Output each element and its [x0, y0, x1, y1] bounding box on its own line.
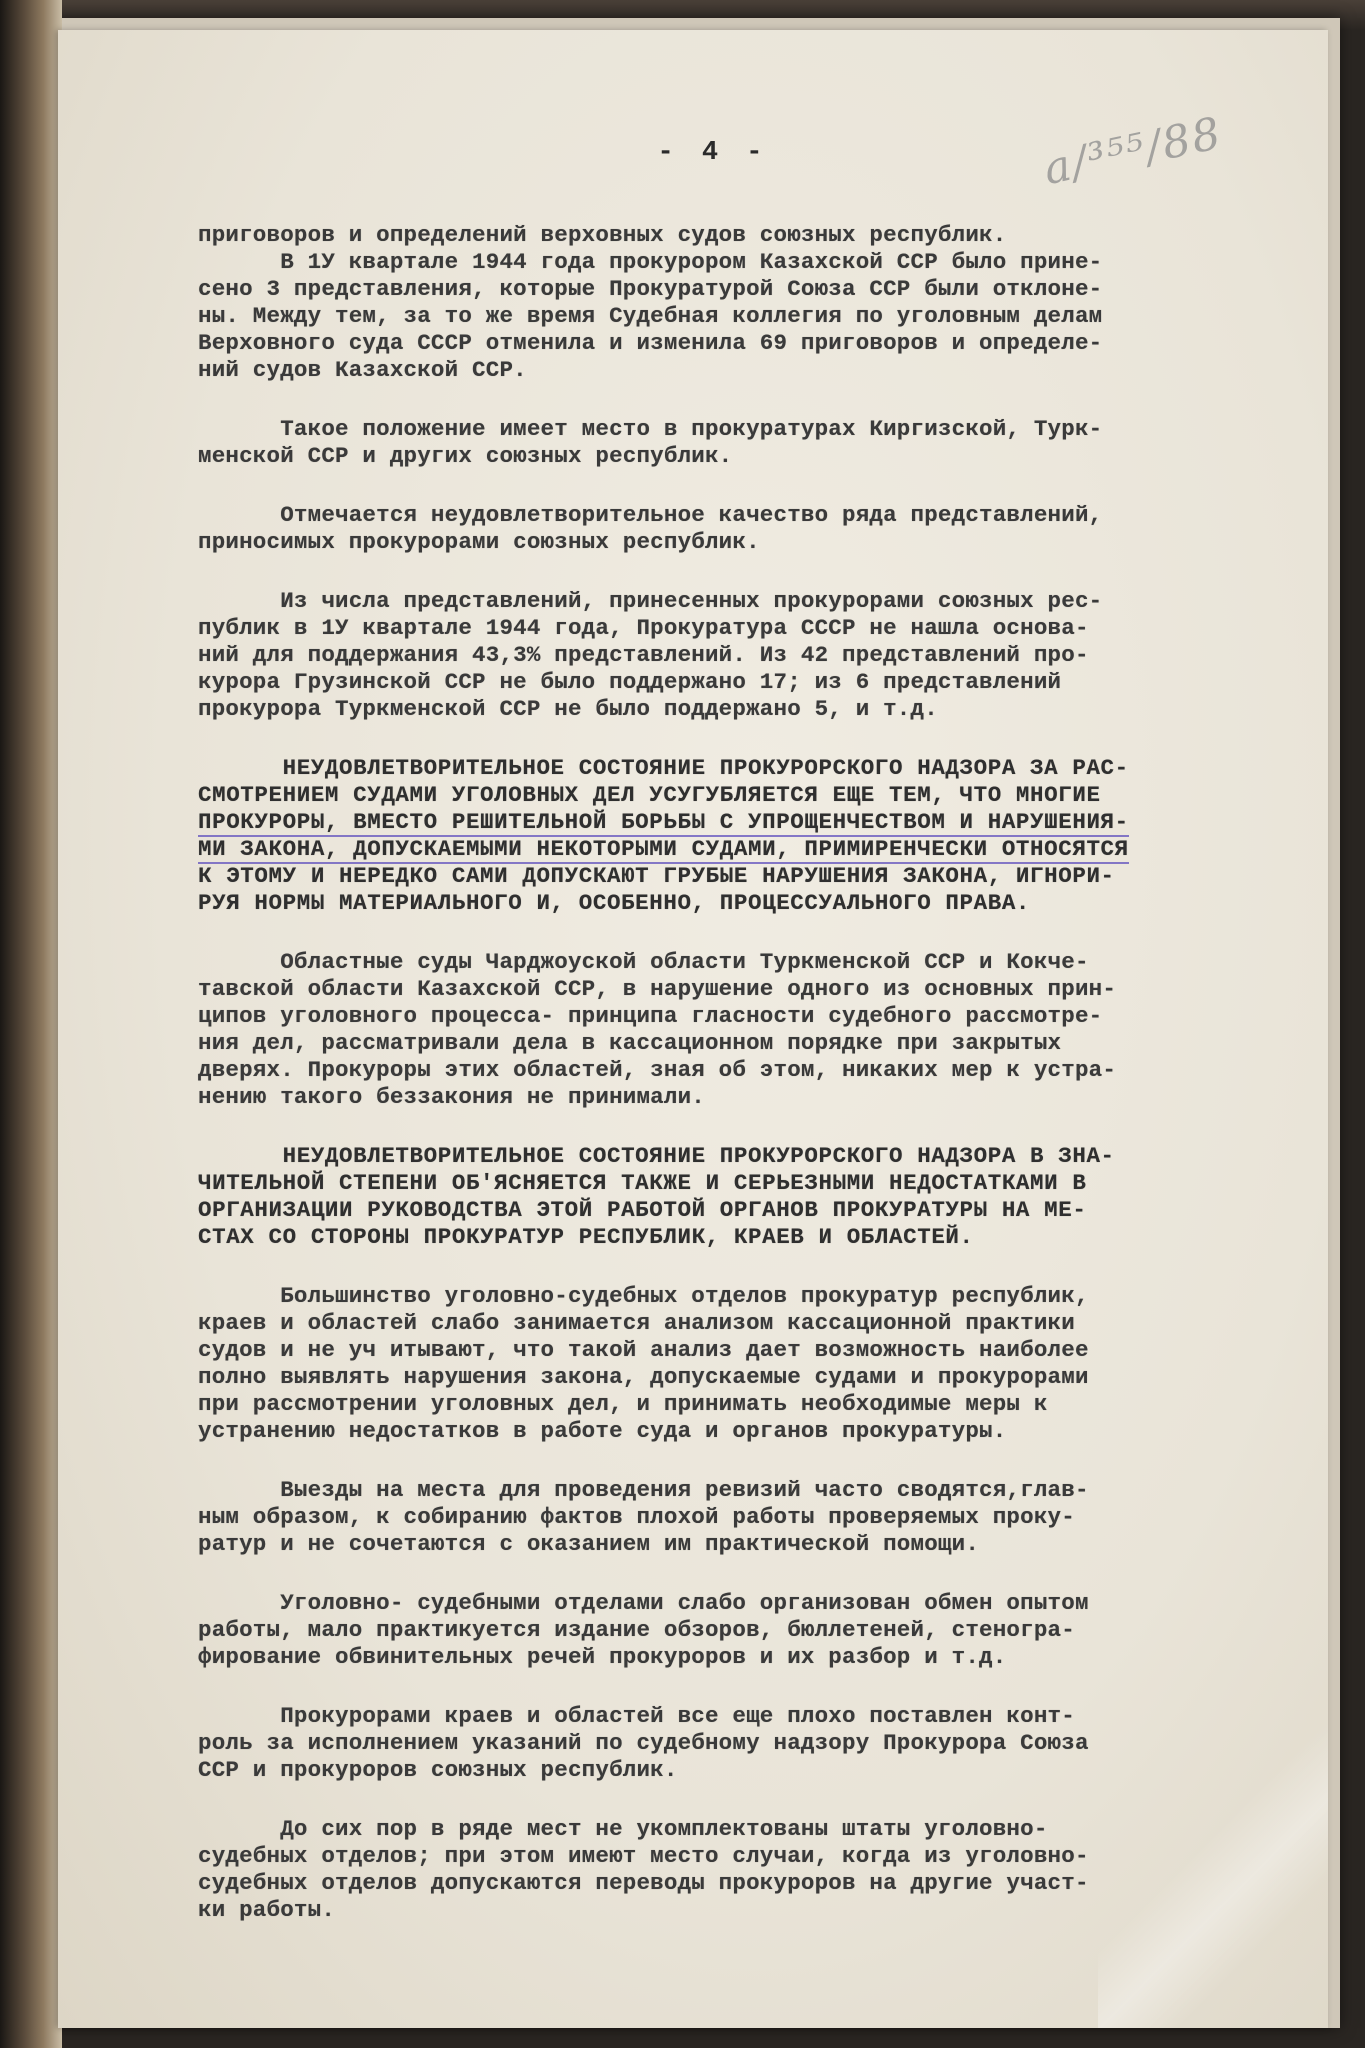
- document-body: [198, 222, 1328, 1924]
- text-line: роль за исполнением указаний по судебному надзору Прокурора Союза: [198, 1730, 1089, 1756]
- text-line: Из числа представлений, принесенных прокурорами союзных рес-: [198, 588, 1103, 614]
- text-line: судов и не уч итывают, что такой анализ дает возможность наиболее: [198, 1337, 1089, 1363]
- text-line: Выезды на места для проведения ревизий часто сводятся,глав-: [198, 1477, 1089, 1503]
- text-line: Уголовно- судебными отделами слабо организован обмен опытом: [198, 1590, 1089, 1616]
- document-page: [58, 30, 1328, 2028]
- text-line: Большинство уголовно-судебных отделов прокуратур республик,: [198, 1283, 1089, 1309]
- underlined-text: МИ ЗАКОНА, ДОПУСКАЕМЫМИ НЕКОТОРЫМИ СУДАМИ, ПРИМИРЕНЧЕСКИ ОТНОСЯТСЯ: [198, 836, 1129, 862]
- text-line: ципов уголовного процесса- принципа гласности судебного рассмотре-: [198, 1003, 1103, 1029]
- text-line: ССР и прокуроров союзных республик.: [198, 1757, 678, 1783]
- text-line: сено 3 представления, которые Прокуратурой Союза ССР были отклоне-: [198, 276, 1103, 302]
- text-line: Прокурорами краев и областей все еще плохо поставлен конт-: [198, 1703, 1075, 1729]
- text-line: Верховного суда СССР отменила и изменила 69 приговоров и определе-: [198, 330, 1103, 356]
- text-line: приговоров и определений верховных судов союзных республик.: [198, 222, 1007, 248]
- underlined-text: ПРОКУРОРЫ, ВМЕСТО РЕШИТЕЛЬНОЙ БОРЬБЫ С УПРОЩЕНЧЕСТВОМ И НАРУШЕНИЯ-: [198, 809, 1129, 835]
- text-line: приносимых прокурорами союзных республик.: [198, 529, 760, 555]
- binding-spine: [0, 0, 62, 2048]
- text-line: Областные суды Чарджоуской области Туркменской ССР и Кокче-: [198, 949, 1089, 975]
- text-line: тавской области Казахской ССР, в нарушение одного из основных прин-: [198, 976, 1117, 1002]
- text-line: публик в 1У квартале 1944 года, Прокуратура СССР не нашла основа-: [198, 615, 1089, 641]
- text-line-caps: СМОТРЕНИЕМ СУДАМИ УГОЛОВНЫХ ДЕЛ УСУГУБЛЯЕТСЯ ЕЩЕ ТЕМ, ЧТО МНОГИЕ: [198, 782, 1101, 808]
- text-line: краев и областей слабо занимается анализом кассационной практики: [198, 1310, 1075, 1336]
- text-line: устранению недостатков в работе суда и органов прокуратуры.: [198, 1418, 1007, 1444]
- text-line: курора Грузинской ССР не было поддержано 17; из 6 представлений: [198, 669, 1062, 695]
- text-line-caps: ОРГАНИЗАЦИИ РУКОВОДСТВА ЭТОЙ РАБОТОЙ ОРГАНОВ ПРОКУРАТУРЫ НА МЕ-: [198, 1197, 1087, 1223]
- text-line: ния дел, рассматривали дела в кассационном порядке при закрытых: [198, 1030, 1062, 1056]
- text-line: В 1У квартале 1944 года прокурором Казахской ССР было прине-: [198, 249, 1103, 275]
- text-line: судебных отделов допускаются переводы прокуроров на другие участ-: [198, 1870, 1089, 1896]
- text-line: Отмечается неудовлетворительное качество ряда представлений,: [198, 502, 1103, 528]
- text-line-caps: НЕУДОВЛЕТВОРИТЕЛЬНОЕ СОСТОЯНИЕ ПРОКУРОРСКОГО НАДЗОРА ЗА РАС-: [198, 755, 1129, 781]
- text-line-caps: К ЭТОМУ И НЕРЕДКО САМИ ДОПУСКАЮТ ГРУБЫЕ НАРУШЕНИЯ ЗАКОНА, ИГНОРИ-: [198, 863, 1115, 889]
- text-line-caps: [198, 809, 1328, 836]
- text-line: ний для поддержания 43,3% представлений. Из 42 представлений про-: [198, 642, 1089, 668]
- text-line-caps: ЧИТЕЛЬНОЙ СТЕПЕНИ ОБ'ЯСНЯЕТСЯ ТАКЖЕ И СЕРЬЕЗНЫМИ НЕДОСТАТКАМИ В: [198, 1170, 1087, 1196]
- text-line: ратур и не сочетаются с оказанием им практической помощи.: [198, 1531, 980, 1557]
- archive-stamp: а/³⁵⁵/88: [1039, 107, 1227, 196]
- page-number: - 4 -: [657, 138, 769, 168]
- text-line-caps: СТАХ СО СТОРОНЫ ПРОКУРАТУР РЕСПУБЛИК, КРАЕВ И ОБЛАСТЕЙ.: [198, 1224, 974, 1250]
- text-line: нению такого беззакония не принимали.: [198, 1084, 705, 1110]
- text-line: дверях. Прокуроры этих областей, зная об этом, никаких мер к устра-: [198, 1057, 1117, 1083]
- text-line-caps: НЕУДОВЛЕТВОРИТЕЛЬНОЕ СОСТОЯНИЕ ПРОКУРОРСКОГО НАДЗОРА В ЗНА-: [198, 1143, 1115, 1169]
- text-line: прокурора Туркменской ССР не было поддержано 5, и т.д.: [198, 696, 938, 722]
- text-line-caps: [198, 836, 1328, 863]
- text-line: Такое положение имеет место в прокуратурах Киргизской, Турк-: [198, 416, 1103, 442]
- text-line: менской ССР и других союзных республик.: [198, 443, 733, 469]
- text-line: работы, мало практикуется издание обзоров, бюллетеней, стеногра-: [198, 1617, 1075, 1643]
- text-line: ний судов Казахской ССР.: [198, 357, 527, 383]
- text-line: судебных отделов; при этом имеют место случаи, когда из уголовно-: [198, 1843, 1089, 1869]
- text-line: ны. Между тем, за то же время Судебная коллегия по уголовным делам: [198, 303, 1103, 329]
- text-line-caps: РУЯ НОРМЫ МАТЕРИАЛЬНОГО И, ОСОБЕННО, ПРОЦЕССУАЛЬНОГО ПРАВА.: [198, 890, 1031, 916]
- text-line: ным образом, к собиранию фактов плохой работы проверяемых проку-: [198, 1504, 1075, 1530]
- text-line: ки работы.: [198, 1897, 336, 1923]
- text-line: полно выявлять нарушения закона, допускаемые судами и прокурорами: [198, 1364, 1089, 1390]
- text-line: при рассмотрении уголовных дел, и принимать необходимые меры к: [198, 1391, 1048, 1417]
- text-line: фирование обвинительных речей прокуроров и их разбор и т.д.: [198, 1644, 1007, 1670]
- text-line: До сих пор в ряде мест не укомплектованы штаты уголовно-: [198, 1816, 1048, 1842]
